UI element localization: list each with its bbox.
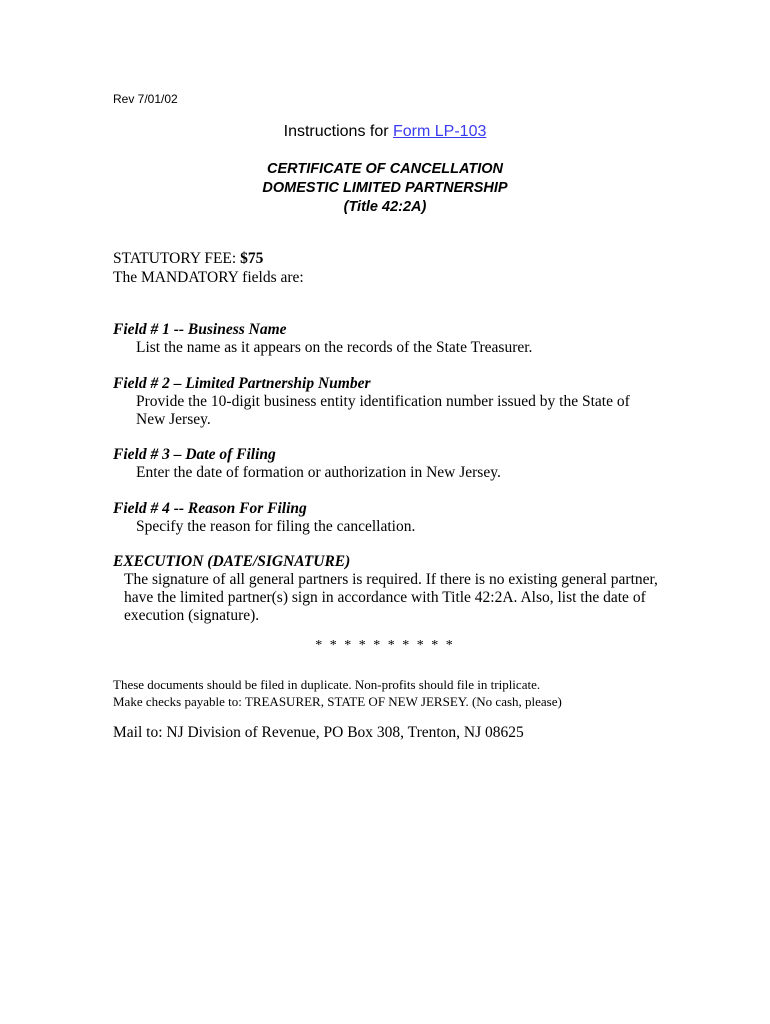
mailing-address: Mail to: NJ Division of Revenue, PO Box 308, Trenton, NJ 08625 (113, 724, 524, 741)
field-4-section (113, 500, 673, 536)
fee-section (113, 249, 304, 287)
field-2-heading: Field # 2 – Limited Partnership Number (113, 375, 371, 392)
field-2-description: Provide the 10-digit business entity identification number issued by the State of New Jersey. (136, 393, 630, 428)
statutory-fee-line (113, 249, 304, 268)
payment-note: Make checks payable to: TREASURER, STATE OF NEW JERSEY. (No cash, please) (113, 694, 562, 709)
certificate-title-block (0, 160, 770, 217)
certificate-title-reference: (Title 42:2A) (343, 199, 427, 215)
certificate-subtitle: DOMESTIC LIMITED PARTNERSHIP (262, 180, 508, 196)
execution-description: The signature of all general partners is required. If there is no existing general partner, have the limited partner(s) sign in accordance with Title 42:2A. Also, list the date of execution (signature). (124, 571, 658, 624)
certificate-title: CERTIFICATE OF CANCELLATION (266, 161, 503, 177)
field-4-heading: Field # 4 -- Reason For Filing (113, 500, 307, 517)
field-3-section (113, 446, 673, 482)
execution-heading: EXECUTION (DATE/SIGNATURE) (113, 553, 351, 570)
field-3-heading: Field # 3 – Date of Filing (113, 446, 276, 463)
field-1-section (113, 321, 673, 357)
field-4-description: Specify the reason for filing the cancellation. (136, 518, 416, 535)
separator-stars: * * * * * * * * * * (315, 638, 455, 653)
field-3-description: Enter the date of formation or authorization in New Jersey. (136, 464, 501, 481)
form-lp-103-link[interactable]: Form LP-103 (393, 123, 487, 140)
statutory-fee-label: STATUTORY FEE: (113, 250, 241, 267)
instructions-title (0, 123, 770, 141)
revision-date: Rev 7/01/02 (113, 92, 178, 106)
field-2-section (113, 375, 673, 429)
field-1-heading: Field # 1 -- Business Name (113, 321, 287, 338)
instructions-prefix: Instructions for (283, 123, 393, 140)
field-1-description: List the name as it appears on the records of the State Treasurer. (136, 339, 533, 356)
execution-section (113, 553, 658, 625)
filing-copies-note: These documents should be filed in duplicate. Non-profits should file in triplicate. (113, 677, 541, 692)
statutory-fee-amount: $75 (240, 250, 264, 267)
mandatory-fields-intro: The MANDATORY fields are: (113, 269, 304, 286)
filing-notes (113, 676, 562, 710)
